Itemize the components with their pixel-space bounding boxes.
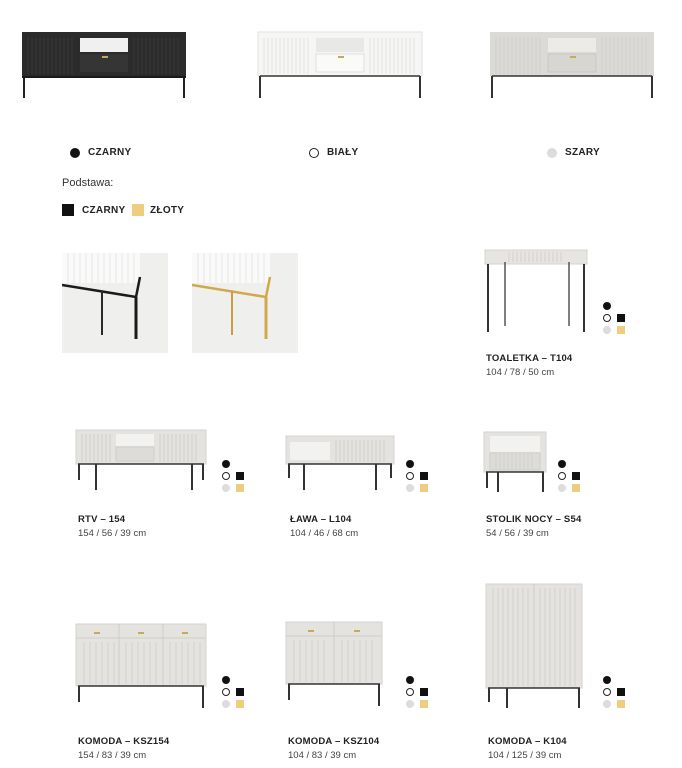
gold-square-icon[interactable] [420, 484, 428, 492]
base-heading: Podstawa: [62, 177, 114, 189]
base-option-gold[interactable] [132, 204, 184, 216]
black-swatch-icon[interactable] [558, 460, 566, 468]
black-base-closeup-image [62, 253, 168, 353]
product-dims: 54 / 56 / 39 cm [486, 528, 549, 539]
swatch-grid [406, 676, 430, 708]
gold-square-icon[interactable] [617, 326, 625, 334]
grey-swatch-icon[interactable] [603, 700, 611, 708]
sideboard-ksz104-image [284, 620, 384, 712]
black-square-icon[interactable] [617, 688, 625, 696]
color-option-black[interactable] [70, 147, 131, 158]
base-option-black[interactable] [62, 204, 125, 216]
grey-swatch-icon[interactable] [406, 700, 414, 708]
white-swatch-icon[interactable] [222, 472, 230, 480]
black-square-icon[interactable] [572, 472, 580, 480]
black-square-icon[interactable] [236, 472, 244, 480]
color-option-grey[interactable] [547, 147, 600, 158]
white-swatch-icon[interactable] [603, 314, 611, 322]
gold-square-icon[interactable] [236, 484, 244, 492]
product-name: KOMODA – KSZ154 [78, 736, 170, 747]
black-swatch-icon[interactable] [603, 676, 611, 684]
product-name: KOMODA – K104 [488, 736, 567, 747]
white-swatch-icon [309, 148, 319, 158]
product-dims: 154 / 83 / 39 cm [78, 750, 147, 761]
grey-swatch-icon[interactable] [222, 484, 230, 492]
base-option-label: ZŁOTY [150, 204, 185, 216]
grey-swatch-icon[interactable] [558, 484, 566, 492]
white-swatch-icon[interactable] [603, 688, 611, 696]
gold-square-icon [132, 204, 144, 216]
swatch-grid [603, 676, 627, 708]
white-swatch-icon[interactable] [406, 472, 414, 480]
product-name: STOLIK NOCY – S54 [486, 514, 582, 525]
swatch-grid [222, 460, 246, 492]
black-swatch-icon[interactable] [222, 460, 230, 468]
product-dims: 104 / 83 / 39 cm [288, 750, 357, 761]
sideboard-ksz154-image [74, 620, 208, 712]
white-swatch-icon[interactable] [406, 688, 414, 696]
gold-square-icon[interactable] [236, 700, 244, 708]
white-swatch-icon[interactable] [222, 688, 230, 696]
product-name: TOALETKA – T104 [486, 353, 573, 364]
swatch-grid [558, 460, 582, 492]
grey-swatch-icon[interactable] [222, 700, 230, 708]
gold-square-icon[interactable] [617, 700, 625, 708]
grey-swatch-icon[interactable] [603, 326, 611, 334]
black-swatch-icon[interactable] [603, 302, 611, 310]
product-dims: 104 / 125 / 39 cm [488, 750, 562, 761]
color-option-label: BIAŁY [327, 147, 359, 158]
tv-stand-white-image [254, 26, 426, 102]
black-square-icon[interactable] [236, 688, 244, 696]
tv-stand-black-image [18, 26, 190, 102]
tv-stand-grey-image [486, 26, 658, 102]
tv-stand-image [74, 428, 208, 494]
gold-base-closeup-image [192, 253, 298, 353]
wardrobe-k104-image [483, 582, 587, 712]
product-dims: 154 / 56 / 39 cm [78, 528, 147, 539]
coffee-table-image [284, 432, 396, 494]
dressing-table-image [483, 246, 589, 338]
black-swatch-icon[interactable] [222, 676, 230, 684]
swatch-grid [603, 302, 627, 334]
nightstand-image [482, 428, 548, 496]
grey-swatch-icon[interactable] [406, 484, 414, 492]
product-dims: 104 / 78 / 50 cm [486, 367, 555, 378]
black-swatch-icon[interactable] [406, 460, 414, 468]
gold-square-icon[interactable] [572, 484, 580, 492]
white-swatch-icon[interactable] [558, 472, 566, 480]
color-option-white[interactable] [309, 147, 359, 158]
black-square-icon[interactable] [617, 314, 625, 322]
black-square-icon[interactable] [420, 472, 428, 480]
product-dims: 104 / 46 / 68 cm [290, 528, 359, 539]
grey-swatch-icon [547, 148, 557, 158]
black-square-icon [62, 204, 74, 216]
product-name: ŁAWA – L104 [290, 514, 352, 525]
product-name: KOMODA – KSZ104 [288, 736, 380, 747]
product-name: RTV – 154 [78, 514, 126, 525]
gold-square-icon[interactable] [420, 700, 428, 708]
base-option-label: CZARNY [82, 204, 126, 216]
swatch-grid [222, 676, 246, 708]
color-option-label: SZARY [565, 147, 601, 158]
color-option-label: CZARNY [88, 147, 132, 158]
black-square-icon[interactable] [420, 688, 428, 696]
black-swatch-icon[interactable] [406, 676, 414, 684]
black-swatch-icon [70, 148, 80, 158]
swatch-grid [406, 460, 430, 492]
